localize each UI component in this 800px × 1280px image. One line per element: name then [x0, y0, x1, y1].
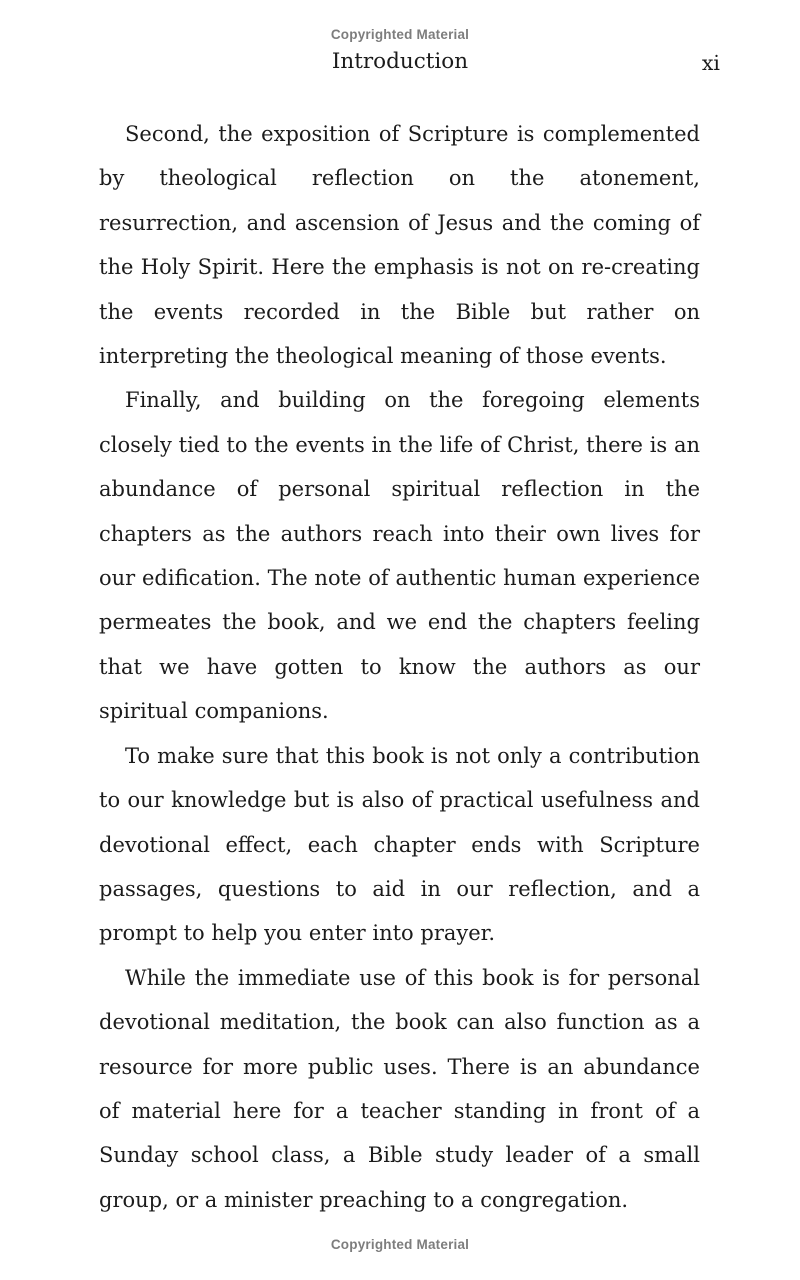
paragraph: While the immediate use of this book is for personal devotional meditation, the book can also function as a resource for more public uses. There is an abundance of material here for a teacher standing in front of a Sunday school class, a Bible study leader of a small group, or a minister preaching to a congregation. — [99, 965, 700, 1212]
page-number: xi — [701, 51, 720, 75]
paragraph: To make sure that this book is not only a contribution to our knowledge but is also of practical usefulness and devotional effect, each chapter ends with Scripture passages, questions to aid in our reflection, and a prompt to help you enter into prayer. — [99, 743, 700, 946]
copyright-notice-top: Copyrighted Material — [330, 27, 470, 42]
body-text-block — [99, 112, 700, 1222]
running-head-title: Introduction — [331, 49, 469, 74]
paragraph: Second, the exposition of Scripture is complemented by theological reflection on the atonement, resurrection, and ascension of Jesus and the coming of the Holy Spirit. Here the emphasis is not on re-creating the events recorded in the Bible but rather on interpreting the theological meaning of those events. — [99, 122, 700, 369]
copyright-notice-bottom: Copyrighted Material — [330, 1237, 470, 1252]
paragraph: Finally, and building on the foregoing elements closely tied to the events in the life of Christ, there is an abundance of personal spiritual reflection in the chapters as the authors reach into their own lives for our edification. The note of authentic human experience permeates the book, and we end the chapters feeling that we have gotten to know the authors as our spiritual companions. — [99, 388, 700, 724]
